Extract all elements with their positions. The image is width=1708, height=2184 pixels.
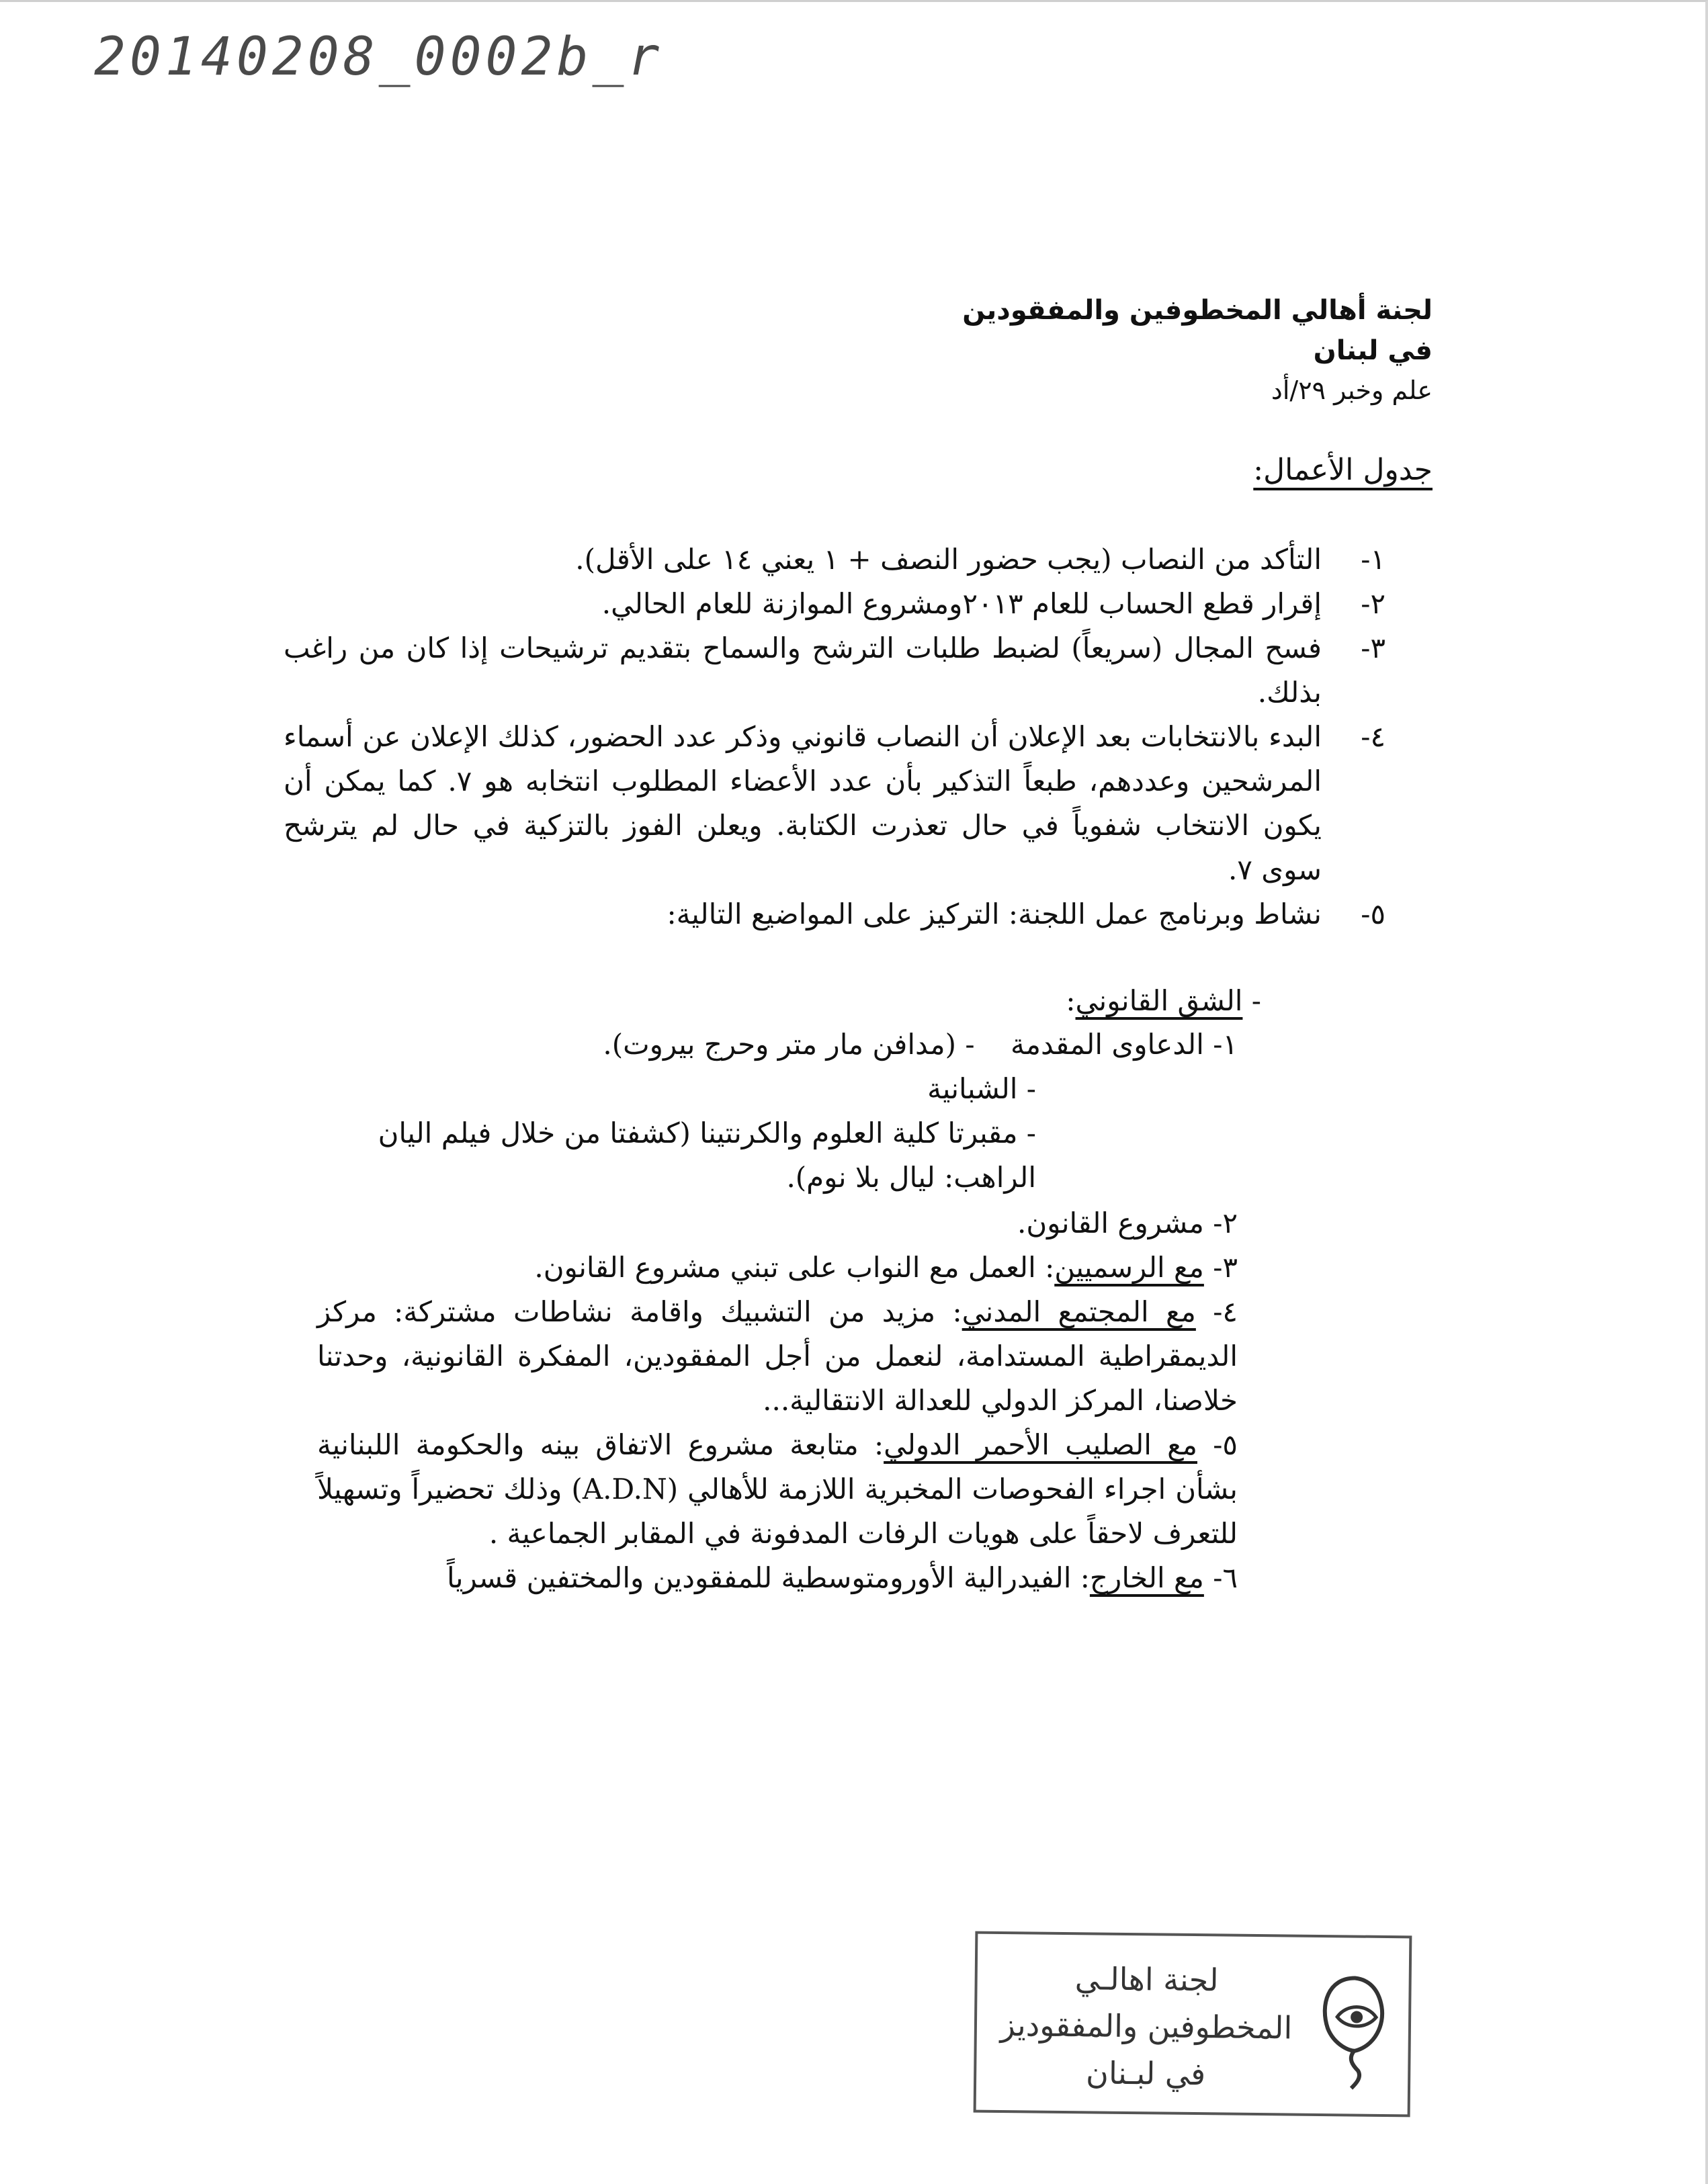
agenda-item — [284, 537, 1385, 582]
section-label: مع المجتمع المدني — [962, 1295, 1196, 1328]
agenda-item — [284, 626, 1385, 715]
agenda-item-text: فسح المجال (سريعاً) لضبط طلبات الترشح والسماح بتقديم ترشيحات إذا كان من راغب بذلك. — [284, 631, 1322, 709]
section-text: مشروع القانون. — [1017, 1207, 1204, 1239]
agenda-item-number: ١- — [1361, 543, 1385, 576]
org-country: في لبنان — [1313, 335, 1433, 366]
agenda-item-number: ٣- — [1361, 631, 1385, 664]
lawsuit-item: - الشبانية — [927, 1072, 1036, 1105]
agenda-item-text: البدء بالانتخابات بعد الإعلان أن النصاب قانوني وذكر عدد الحضور، كذلك الإعلان عن أسماء المرشحين وعددهم، طبعاً التذكير بأن عدد الأعضاء المطلوب انتخابه هو ٧. كما يمكن أن يكون الانتخاب شفوياً في حال تعذرت الكتابة. ويعلن الفوز بالتزكية في حال لم يترشح سوى ٧. — [284, 720, 1322, 886]
agenda-item-number: ٢- — [1361, 587, 1385, 620]
agenda-item — [284, 892, 1385, 936]
section-number: ٣- — [1203, 1251, 1238, 1284]
agenda-list — [284, 537, 1385, 936]
org-name: لجنة أهالي المخطوفين والمفقودين — [962, 295, 1433, 326]
legal-dash: - — [1251, 984, 1261, 1017]
program-sections — [317, 1201, 1238, 1600]
section-number: ٦- — [1203, 1561, 1238, 1594]
agenda-item-text: نشاط وبرنامج عمل اللجنة: التركيز على المواضيع التالية: — [667, 898, 1322, 930]
lawsuits-label: ١- الدعاوى المقدمة — [1010, 1028, 1238, 1061]
section-number: ٢- — [1203, 1207, 1238, 1239]
eye-logo-icon — [1314, 1964, 1396, 2099]
legal-heading-colon: : — [1066, 984, 1076, 1017]
stamp-line: لجنة اهالـي — [1074, 1960, 1219, 1999]
letterhead — [828, 290, 1433, 410]
section-text: : مزيد من التشبيك واقامة نشاطات مشتركة: مركز الديمقراطية المستدامة، لنعمل من أجل المفقودين، المفكرة القانونية، وحدتنا خلاصنا، المركز الدولي للعدالة الانتقالية... — [317, 1295, 1238, 1417]
section-text: : متابعة مشروع الاتفاق بينه والحكومة اللبنانية بشأن اجراء الفحوصات المخبرية اللازمة للأهالي (A.D.N) وذلك تحضيراً وتسهيلاً للتعرف لاحقاً على هويات الرفات المدفونة في المقابر الجماعية . — [317, 1428, 1238, 1550]
program-section — [317, 1290, 1238, 1423]
agenda-item-number: ٤- — [1361, 720, 1385, 753]
section-label: مع الخارج — [1089, 1561, 1204, 1594]
legal-heading-label: الشق القانوني — [1075, 984, 1243, 1017]
program-section — [317, 1246, 1238, 1290]
agenda-item — [284, 582, 1385, 626]
legal-section-heading — [1066, 979, 1261, 1023]
section-number: ٤- — [1195, 1295, 1238, 1328]
program-section — [317, 1556, 1238, 1600]
stamp-line: في لبـنان — [1085, 2054, 1206, 2093]
stamp-text — [998, 1954, 1295, 2099]
handwritten-scan-id: 20140208_0002b_r — [94, 27, 664, 87]
registration-ref: علم وخبر ٢٩/أد — [1271, 376, 1433, 405]
organization-stamp — [974, 1931, 1412, 2117]
section-label: مع الصليب الأحمر الدولي — [884, 1428, 1197, 1461]
lawsuits-line — [603, 1022, 1238, 1067]
program-section — [317, 1201, 1238, 1246]
stamp-line: المخطوفين والمفقوديز — [1000, 2007, 1293, 2046]
section-number: ٥- — [1197, 1428, 1238, 1461]
program-section — [317, 1423, 1238, 1556]
section-label: مع الرسميين — [1054, 1251, 1204, 1284]
agenda-title: جدول الأعمال: — [1253, 453, 1433, 487]
agenda-item-text: إقرار قطع الحساب للعام ٢٠١٣ومشروع الموازنة للعام الحالي. — [601, 587, 1322, 620]
agenda-item-text: التأكد من النصاب (يجب حضور النصف + ١ يعني ١٤ على الأقل). — [575, 543, 1322, 576]
agenda-item-number: ٥- — [1361, 898, 1385, 930]
lawsuit-item: - (مدافن مار متر وحرج بيروت). — [603, 1028, 975, 1061]
section-text: : الفيدرالية الأورومتوسطية للمفقودين والمختفين قسرياً — [447, 1561, 1090, 1594]
section-text: : العمل مع النواب على تبني مشروع القانون. — [534, 1251, 1055, 1284]
lawsuit-item: - مقبرتا كلية العلوم والكرنتينا (كشفتا من خلال فيلم اليان الراهب: ليال بلا نوم). — [378, 1117, 1036, 1194]
agenda-item — [284, 715, 1385, 892]
